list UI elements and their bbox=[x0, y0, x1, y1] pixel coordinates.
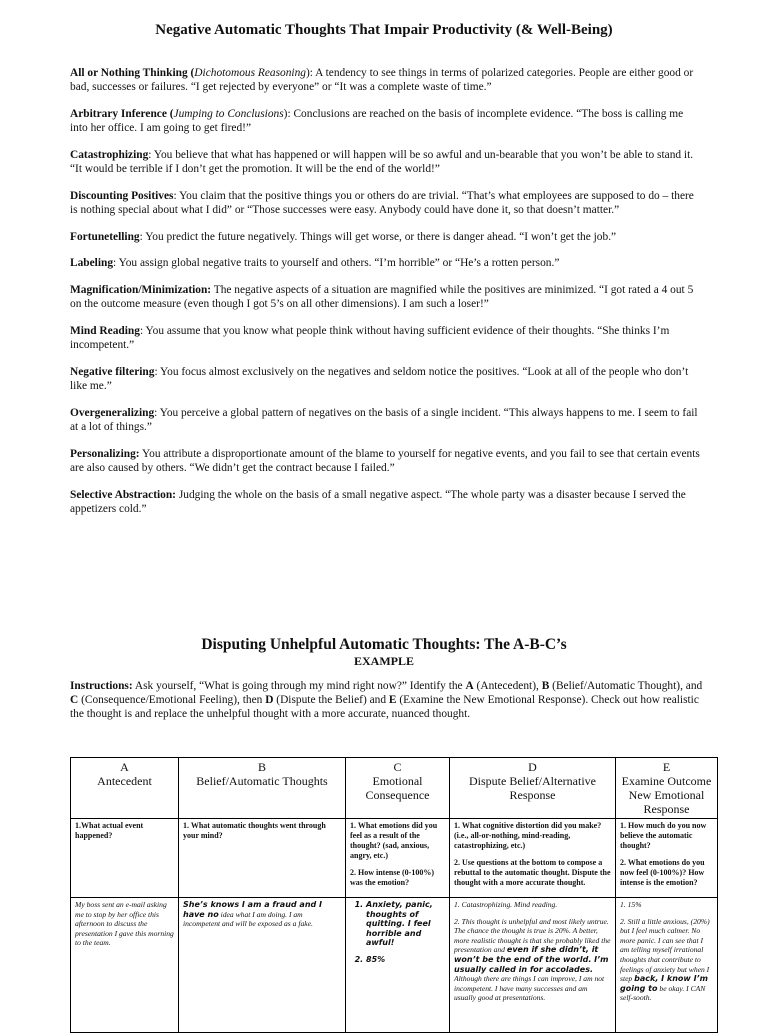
example-cell-c bbox=[346, 898, 450, 1033]
header-label: Emotional Consequence bbox=[365, 774, 430, 802]
definition-item bbox=[70, 324, 700, 352]
definition-item bbox=[70, 66, 700, 94]
definition-item bbox=[70, 447, 700, 475]
handwritten-text: even if she didn’t, it won’t be the end of the world. I’m usually called in for accolades. bbox=[454, 945, 609, 974]
question-text: 1.What actual event happened? bbox=[75, 821, 144, 840]
instructions bbox=[70, 679, 710, 722]
header-letter: D bbox=[528, 760, 537, 774]
definition-term: Negative filtering bbox=[70, 365, 155, 378]
definition-term: Fortunetelling bbox=[70, 230, 140, 243]
instructions-text: (Examine the New Emotional Response). Check out how realistic the thought is and replace the unhelpful thought with a more accurate, nuanced thought. bbox=[70, 694, 699, 721]
letter-b: B bbox=[541, 680, 550, 692]
letter-d: D bbox=[265, 694, 274, 707]
question-cell-c bbox=[346, 819, 450, 898]
definitions-list bbox=[70, 66, 700, 528]
question-text: 1. What cognitive distortion did you make? (i.e., all-or-nothing, mind-reading, catastrophizing, etc.) bbox=[454, 821, 602, 850]
header-letter: B bbox=[257, 760, 266, 774]
definition-alt: Dichotomous Reasoning bbox=[194, 67, 306, 79]
definition-item bbox=[70, 148, 700, 176]
header-label: Belief/Automatic Thoughts bbox=[196, 774, 328, 788]
question-text: 2. What emotions do you now feel (0-100%)? How intense is the emotion? bbox=[620, 858, 705, 887]
example-text: be okay. I CAN self-sooth. bbox=[620, 983, 706, 1003]
definition-item bbox=[70, 406, 700, 434]
definition-item bbox=[70, 230, 700, 244]
instructions-text: (Antecedent), bbox=[473, 680, 542, 692]
example-text: 1. Catastrophizing. Mind reading. bbox=[454, 900, 558, 909]
definition-term: Labeling bbox=[70, 257, 114, 270]
letter-a: A bbox=[465, 680, 474, 692]
header-letter: A bbox=[120, 760, 129, 774]
definition-term: Discounting Positives bbox=[70, 189, 174, 202]
question-cell-b bbox=[179, 819, 346, 898]
definition-text: You attribute a disproportionate amount of the blame to yourself for negative events, and you fail to see that certain events are also caused by others. “We didn’t get the contract because I failed.” bbox=[70, 447, 700, 474]
question-text: 1. What automatic thoughts went through your mind? bbox=[183, 821, 326, 840]
example-text: My boss sent an e-mail asking me to stop by her office this afternoon to discuss the presentation I gave this morning to the team. bbox=[75, 900, 174, 948]
header-letter: C bbox=[393, 760, 402, 774]
header-cell-b bbox=[179, 758, 346, 819]
question-text: 2. Use questions at the bottom to compose a rebuttal to the automatic thought. Dispute the thought with a more accurate thought. bbox=[454, 858, 611, 887]
definition-item bbox=[70, 283, 700, 311]
section-subtitle: EXAMPLE bbox=[354, 654, 414, 668]
definition-term: Overgeneralizing bbox=[70, 406, 155, 419]
example-cell-a bbox=[71, 898, 179, 1033]
definition-item bbox=[70, 488, 700, 516]
letter-c: C bbox=[70, 694, 79, 707]
letter-e: E bbox=[388, 694, 397, 707]
question-cell-a bbox=[71, 819, 179, 898]
example-text: 2. Still a little anxious, (20%) but I feel much calmer. No more panic. I can see that I am telling myself irrational thoughts that contribute to feelings of anxiety but when I step bbox=[620, 916, 710, 984]
question-cell-d bbox=[450, 819, 616, 898]
instructions-label: Instructions: bbox=[70, 680, 133, 692]
definition-text: The negative aspects of a situation are magnified while the positives are minimized. “I got rated a 4 out 5 on the outcome measure (even though I got 5’s on all other dimensions). I am such a loser!” bbox=[70, 284, 694, 311]
header-cell-d bbox=[450, 758, 616, 819]
definition-text: ): Conclusions are reached on the basis of incomplete evidence. “The boss is calling me into her office. I am going to get fired!” bbox=[70, 107, 684, 135]
example-cell-e bbox=[616, 898, 718, 1033]
handwritten-text: back, I know I’m going to bbox=[620, 974, 708, 993]
example-text: 2. This thought is unhelpful and most likely untrue. The chance the thought is true is 20%. A better, more realistic thought is that she probably liked the presentation and bbox=[454, 916, 611, 955]
example-cell-b bbox=[179, 898, 346, 1033]
header-label: Dispute Belief/Alternative Response bbox=[469, 774, 596, 802]
example-text: idea what I am doing. I am incompetent and will be exposed as a fake. bbox=[183, 909, 313, 929]
handwritten-text: She’s knows I am a fraud and I have no bbox=[183, 900, 322, 919]
definition-text: : You focus almost exclusively on the negatives and seldom notice the positives. “Look at all of the people who don’t like me.” bbox=[70, 365, 689, 393]
header-letter: E bbox=[662, 760, 671, 774]
question-text: 1. How much do you now believe the automatic thought? bbox=[620, 821, 707, 850]
header-cell-a bbox=[71, 758, 179, 819]
header-label: Examine Outcome New Emotional Response bbox=[621, 774, 712, 816]
header-cell-c bbox=[346, 758, 450, 819]
page-title: Negative Automatic Thoughts That Impair Productivity (& Well-Being) bbox=[155, 22, 613, 38]
definition-text: : You assign global negative traits to yourself and others. “I’m horrible” or “He’s a rotten person.” bbox=[113, 257, 560, 270]
definition-item bbox=[70, 256, 700, 270]
definition-item bbox=[70, 365, 700, 393]
example-list bbox=[350, 900, 445, 965]
abc-table bbox=[70, 757, 718, 1033]
instructions-text: (Dispute the Belief) and bbox=[273, 694, 389, 707]
definition-text: : You perceive a global pattern of negatives on the basis of a single incident. “This always happens to me. I seem to fail at a lot of things.” bbox=[70, 406, 698, 433]
definition-text: : You claim that the positive things you or others do are trivial. “That’s what employees are supposed to do – there is nothing special about what I did” or “Those successes were easy. Anybody could have done it, so that doesn’t matter.” bbox=[70, 189, 694, 216]
example-dispute bbox=[454, 917, 611, 1003]
definition-text: : You predict the future negatively. Things will get worse, or there is danger ahead. “I won’t get the job.” bbox=[139, 230, 617, 243]
definition-text: Judging the whole on the basis of a small negative aspect. “The whole party was a disaster because I served the appetizers cold.” bbox=[70, 488, 686, 515]
definition-text: : You believe that what has happened or will happen will be so awful and un-bearable that you won’t be able to stand it. “It would be terrible if I don’t get the promotion. It will be the end of the world!” bbox=[70, 148, 694, 176]
definition-text: ): A tendency to see things in terms of polarized categories. People are either good or bad, successes or failures. “I get rejected by everyone” or “It was a complete waste of time.” bbox=[70, 67, 694, 94]
definition-alt: Jumping to Conclusions bbox=[173, 107, 284, 120]
question-cell-e bbox=[616, 819, 718, 898]
example-outcome bbox=[620, 917, 713, 1003]
definition-term: Personalizing: bbox=[70, 447, 140, 460]
instructions-text: Ask yourself, “What is going through my mind right now?” Identify the bbox=[132, 680, 466, 692]
handwritten-text: 1. Anxiety, panic, thoughts of quitting. I feel horrible and awful! bbox=[366, 900, 445, 948]
question-text: 2. How intense (0-100%) was the emotion? bbox=[350, 868, 434, 887]
example-text: Although there are things I can improve, I am not incompetent. I have many successes and am usually good at presentations. bbox=[454, 974, 605, 1003]
definition-text: : You assume that you know what people think without having sufficient evidence of their thoughts. “She thinks I’m incompetent.” bbox=[70, 324, 670, 352]
definition-term: Arbitrary Inference ( bbox=[70, 107, 174, 120]
definition-term: Catastrophizing bbox=[70, 148, 149, 161]
instructions-text: (Belief/Automatic Thought), and bbox=[549, 680, 703, 692]
question-text: 1. What emotions did you feel as a result of the thought? (sad, anxious, angry, etc.) bbox=[350, 821, 438, 860]
definition-item bbox=[70, 107, 700, 135]
definition-term: Mind Reading bbox=[70, 324, 140, 337]
definition-term: Magnification/Minimization: bbox=[70, 284, 212, 297]
handwritten-text: 2. 85% bbox=[366, 955, 445, 965]
example-cell-d bbox=[450, 898, 616, 1033]
table-header-row bbox=[71, 758, 718, 819]
definition-term: All or Nothing Thinking ( bbox=[70, 67, 195, 79]
example-text: 1. 15% bbox=[620, 900, 642, 909]
instructions-text: (Consequence/Emotional Feeling), then bbox=[78, 694, 266, 707]
table-row-questions bbox=[71, 819, 718, 898]
definition-term: Selective Abstraction: bbox=[70, 488, 176, 501]
definition-item bbox=[70, 189, 700, 217]
header-cell-e bbox=[616, 758, 718, 819]
table-row-example bbox=[71, 898, 718, 1033]
section-title: Disputing Unhelpful Automatic Thoughts: The A-B-C’s bbox=[201, 636, 567, 653]
header-label: Antecedent bbox=[97, 774, 152, 788]
